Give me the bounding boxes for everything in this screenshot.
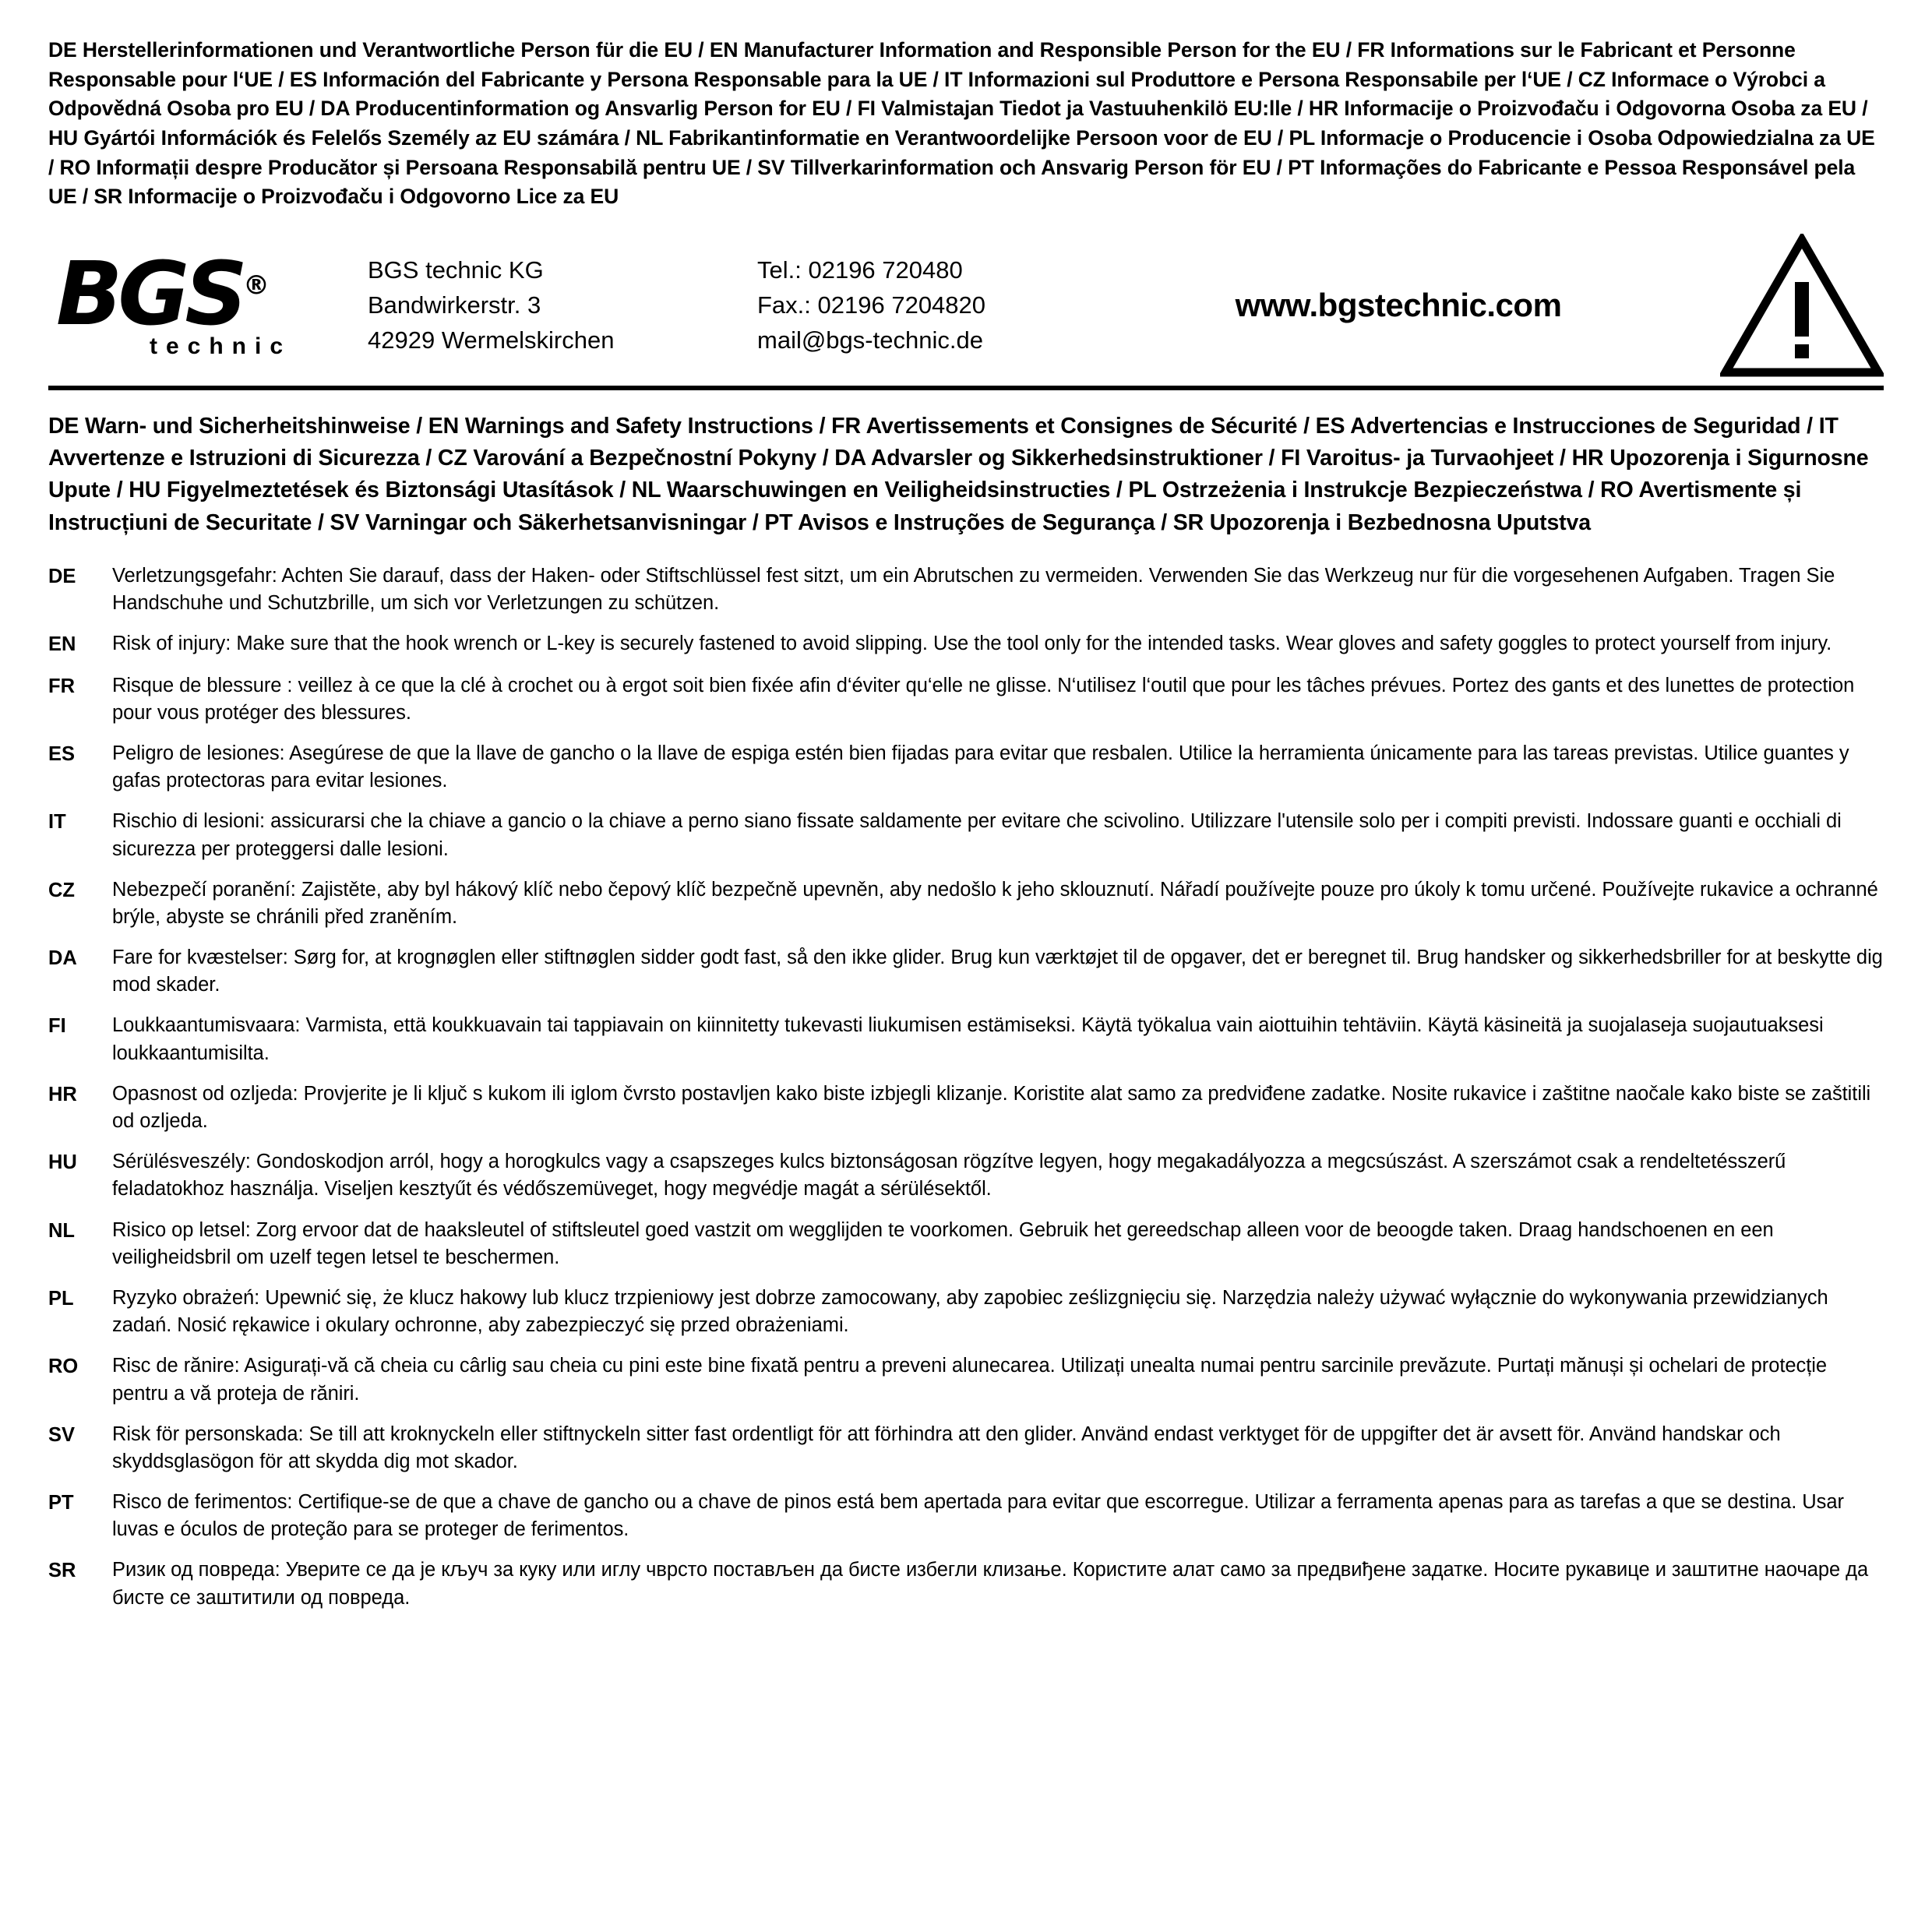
manufacturer-info-heading: DE Herstellerinformationen und Verantwortliche Person für die EU / EN Manufacturer Information and Responsible Person for the EU / FR Informations sur le Fabricant et Personne Responsable pour l‘UE / ES Información del Fabricante y Persona Responsable para la UE / IT Informazioni sul Produttore e Persona Responsabile per l‘UE / CZ Informace o Výrobci a Odpovědná Osoba pro EU / DA Producentinformation og Ansvarlig Person for EU / FI Valmistajan Tiedot ja Vastuuhenkilö EU:lle / HR Informacije o Proizvođaču i Odgovorna Osoba za EU / HU Gyártói Információk és Felelős Személy az EU számára / NL Fabrikantinformatie en Verantwoordelijke Persoon voor de EU / PL Informacje o Producencie i Osoba Odpowiedzialna za UE / RO Informații despre Producător și Persoana Responsabilă pentru UE / SV Tillverkarinformation och Ansvarig Person för EU / PT Informações do Fabricante e Pessoa Responsável pela UE / SR Informacije o Proizvođaču i Odgovorno Lice za EU — [48, 38, 1875, 209]
list-item — [48, 1421, 1884, 1475]
language-code: EN — [48, 633, 76, 656]
language-text: Fare for kvæstelser: Sørg for, at krognøglen eller stiftnøglen sidder godt fast, så den ikke glider. Brug kun værktøjet til de opgaver, det er beregnet til. Brug handsker og sikkerhedsbriller for at beskytte dig mod skader. — [112, 947, 1883, 996]
language-code: NL — [48, 1219, 75, 1242]
language-text: Risque de blessure : veillez à ce que la clé à crochet ou à ergot soit bien fixée afin d‘éviter qu‘elle ne glisse. N‘utilisez l‘outil que pour les tâches prévues. Portez des gants et des lunettes de protection pour vous protéger des blessures. — [112, 674, 1855, 724]
language-code: SR — [48, 1560, 76, 1582]
language-code: DA — [48, 947, 77, 970]
company-info-bar — [48, 229, 1884, 390]
language-text: Opasnost od ozljeda: Provjerite je li ključ s kukom ili iglom čvrsto postavljen kako biste izbjegli klizanje. Koristite alat samo za predviđene zadatke. Nosite rukavice i zaštitne naočale kako biste se zaštitili od ozljeda. — [112, 1082, 1871, 1132]
language-code: SV — [48, 1423, 76, 1446]
language-code: HU — [48, 1151, 77, 1174]
language-text: Risco de ferimentos: Certifique-se de que a chave de gancho ou a chave de pinos está bem apertada para evitar que escorregue. Utilizar a ferramenta apenas para as tarefas a que se destina. Usar luvas e óculos de proteção para se proteger de ferimentos. — [112, 1491, 1844, 1541]
list-item — [48, 1148, 1884, 1203]
warnings-section-heading: DE Warn- und Sicherheitshinweise / EN Warnings and Safety Instructions / FR Avertissements et Consignes de Sécurité / ES Advertencias e Instrucciones de Seguridad / IT Avvertenze e Istruzioni di Sicurezza / CZ Varování a Bezpečnostní Pokyny / DA Advarsler og Sikkerhedsinstruktioner / FI Varoitus- ja Turvaohjeet / HR Upozorenja i Sigurnosne Upute / HU Figyelmeztetések és Biztonsági Utasítások / NL Waarschuwingen en Veiligheidsinstructies / PL Ostrzeżenia i Instrukcje Bezpieczeństwa / RO Avertismente și Instrucțiuni de Securitate / SV Varningar och Säkerhetsanvisningar / PT Avisos e Instruções de Segurança / SR Upozorenja i Bezbednosna Uputstva — [48, 413, 1869, 535]
language-text: Risico op letsel: Zorg ervoor dat de haaksleutel of stiftsleutel goed vastzit om wegglijden te voorkomen. Gebruik het gereedschap alleen voor de beoogde taken. Draag handschoenen en een veiligheidsbril om uzelf tegen letsel te beschermen. — [112, 1218, 1774, 1268]
list-item — [48, 672, 1884, 727]
language-text: Risk of injury: Make sure that the hook wrench or L-key is securely fastened to avoid slipping. Use the tool only for the intended tasks. Wear gloves and safety goggles to protect yourself from injury. — [112, 633, 1832, 655]
company-email[interactable]: mail@bgs-technic.de — [757, 326, 983, 354]
list-item — [48, 1285, 1884, 1339]
language-code: CZ — [48, 879, 75, 901]
list-item — [48, 1557, 1884, 1611]
language-text: Peligro de lesiones: Asegúrese de que la llave de gancho o la llave de espiga estén bien fijadas para evitar que resbalen. Utilice la herramienta únicamente para las tareas previstas. Utilice guantes y gafas protectoras para evitar lesiones. — [112, 742, 1849, 792]
list-item — [48, 944, 1884, 999]
language-code: FR — [48, 675, 75, 697]
logo-text: BGS — [56, 244, 243, 346]
logo-wordmark — [56, 244, 368, 346]
language-text: Ризик од повреда: Уверите се да је кључ за куку или иглу чврсто постављен да бисте избегли клизање. Користите алат само за предвиђене задатке. Носите рукавице и заштитне наочаре да бисте се заштитили од повреда. — [112, 1559, 1869, 1609]
language-code: PL — [48, 1287, 74, 1310]
language-code: DE — [48, 566, 76, 587]
language-text: Ryzyko obrażeń: Upewnić się, że klucz hakowy lub klucz trzpieniowy jest dobrze zamocowany, aby zapobiec ześlizgnięciu się. Narzędzia należy używać wyłącznie do wykonywania przewidzianych zadań. Nosić rękawice i okulary ochronne, aby zabezpieczyć się przed obrażeniami. — [112, 1286, 1828, 1337]
language-text: Loukkaantumisvaara: Varmista, että koukkuavain tai tappiavain on kiinnitetty tukevasti liukumisen estämiseksi. Käytä työkalua vain aiottuihin tehtäviin. Käytä käsineitä ja suojalaseja suojautuaksesi loukkaantumisilta. — [112, 1014, 1824, 1064]
list-item — [48, 1081, 1884, 1135]
language-text: Nebezpečí poranění: Zajistěte, aby byl hákový klíč nebo čepový klíč bezpečně upevněn, aby nedošlo k jeho sklouznutí. Nářadí používejte pouze pro úkoly k tomu určené. Používejte rukavice a ochranné brýle, abyste se chránili před zraněním. — [112, 878, 1878, 928]
language-text: Risk för personskada: Se till att kroknyckeln eller stiftnyckeln sitter fast ordentligt för att förhindra att den glider. Använd endast verktyget för de uppgifter det är avsett för. Använd handskar och skyddsglasögon för att skydda dig mot skador. — [112, 1423, 1781, 1472]
company-website[interactable]: www.bgstechnic.com — [1235, 287, 1562, 324]
company-contact — [757, 253, 1123, 358]
list-item — [48, 1217, 1884, 1271]
list-item — [48, 740, 1884, 795]
warning-triangle-icon — [1705, 234, 1884, 378]
list-item — [48, 1352, 1884, 1407]
language-text: Rischio di lesioni: assicurarsi che la chiave a gancio o la chiave a perno siano fissate saldamente per evitare che scivolino. Utilizzare l'utensile solo per i compiti previsti. Indossare guanti e occhiali di sicurezza per proteggersi dalle lesioni. — [112, 810, 1842, 860]
language-code: FI — [48, 1015, 66, 1038]
language-text: Verletzungsgefahr: Achten Sie darauf, dass der Haken- oder Stiftschlüssel fest sitzt, um ein Abrutschen zu vermeiden. Verwenden Sie das Werkzeug nur für die vorgesehenen Aufgaben. Tragen Sie Handschuhe und Schutzbrille, um sich vor Verletzungen zu schützen. — [112, 565, 1835, 615]
language-code: RO — [48, 1356, 79, 1378]
language-code: PT — [48, 1492, 74, 1514]
company-tel: Tel.: 02196 720480 — [757, 256, 963, 284]
logo-subtext: technic — [150, 333, 292, 360]
safety-instructions-list — [48, 562, 1884, 1612]
language-text: Sérülésveszély: Gondoskodjon arról, hogy a horogkulcs vagy a csapszeges kulcs biztonságosan rögzítve legyen, hogy megakadályozza a megcsúszást. A szerszámot csak a rendeltetésszerű feladatokhoz használja. Viseljen kesztyűt és védőszemüveget, hogy megvédje magát a sérülésektől. — [112, 1151, 1786, 1200]
list-item — [48, 808, 1884, 862]
company-street: Bandwirkerstr. 3 — [368, 291, 541, 319]
company-city: 42929 Wermelskirchen — [368, 326, 615, 354]
language-code: HR — [48, 1083, 77, 1105]
bgs-logo — [48, 244, 368, 360]
list-item — [48, 562, 1884, 617]
company-address — [368, 253, 757, 358]
company-name: BGS technic KG — [368, 256, 544, 284]
list-item — [48, 876, 1884, 931]
registered-trademark-icon: ® — [242, 270, 270, 301]
language-code: ES — [48, 742, 76, 765]
language-code: IT — [48, 811, 66, 834]
language-text: Risc de rănire: Asigurați-vă că cheia cu cârlig sau cheia cu pini este bine fixată pentru a preveni alunecarea. Utilizați unealta numai pentru sarcinile prevăzute. Purtați mănuși și ochelari de protecție pentru a vă proteja de răniri. — [112, 1355, 1828, 1405]
list-item — [48, 1012, 1884, 1066]
list-item — [48, 630, 1884, 658]
list-item — [48, 1489, 1884, 1543]
company-fax: Fax.: 02196 7204820 — [757, 291, 986, 319]
